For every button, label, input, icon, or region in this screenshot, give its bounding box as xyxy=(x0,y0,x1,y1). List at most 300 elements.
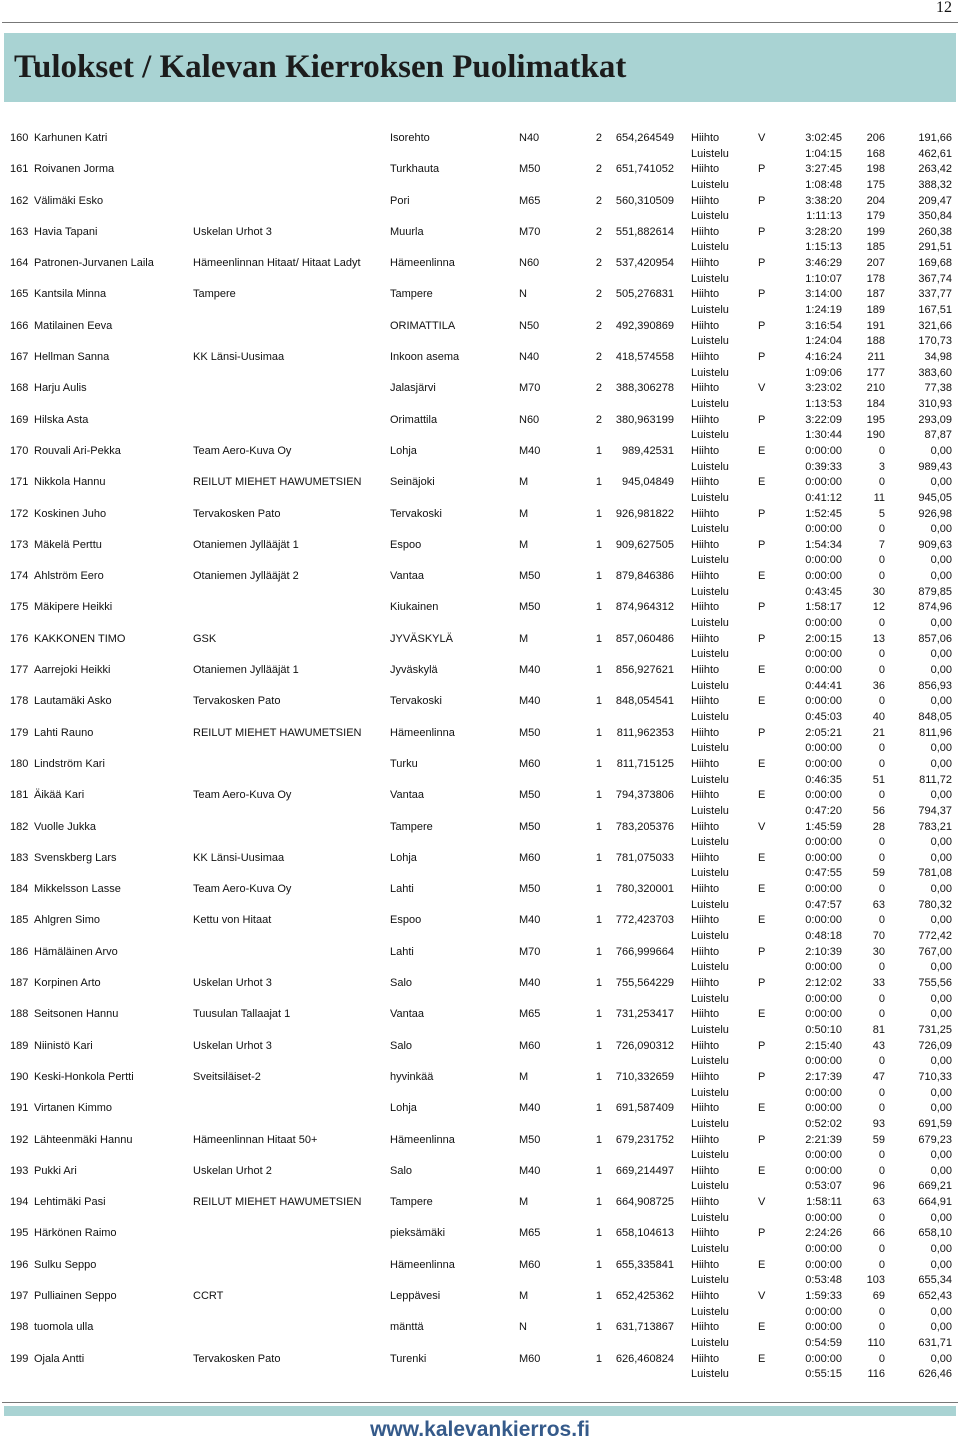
placement: 170 xyxy=(10,444,29,457)
leg-rank: 0 xyxy=(878,554,885,567)
leg-points: 0,00 xyxy=(930,789,952,802)
bottom-rule xyxy=(2,1402,958,1403)
club-name: Uskelan Urhot 3 xyxy=(193,225,272,238)
total-points: 780,320001 xyxy=(615,883,674,896)
leg-time: 0:00:00 xyxy=(805,664,842,677)
leg-points: 691,59 xyxy=(918,1117,952,1130)
leg-points: 626,46 xyxy=(918,1368,952,1381)
leg-type: Hiihto xyxy=(691,883,720,896)
hometown: hyvinkää xyxy=(390,1070,434,1083)
event-count: 1 xyxy=(595,1321,602,1334)
leg-points: 388,32 xyxy=(918,178,952,191)
leg-rank: 33 xyxy=(872,977,885,990)
leg-time: 0:47:57 xyxy=(805,898,842,911)
hometown: Hämeenlinna xyxy=(390,726,455,739)
result-row-skate xyxy=(0,522,960,538)
leg-type: Hiihto xyxy=(691,1289,720,1302)
event-count: 1 xyxy=(595,601,602,614)
placement: 172 xyxy=(10,507,29,520)
leg-points: 87,87 xyxy=(924,429,952,442)
ski-style: P xyxy=(758,538,766,551)
leg-rank: 0 xyxy=(878,617,885,630)
club-name: Hämeenlinnan Hitaat 50+ xyxy=(193,1133,318,1146)
leg-points: 631,71 xyxy=(918,1336,952,1349)
series-class: M xyxy=(519,1289,529,1302)
leg-rank: 40 xyxy=(872,710,885,723)
ski-style: E xyxy=(758,757,766,770)
leg-points: 0,00 xyxy=(930,742,952,755)
hometown: mänttä xyxy=(390,1321,424,1334)
series-class: M60 xyxy=(519,851,541,864)
club-name: CCRT xyxy=(193,1289,224,1302)
event-count: 1 xyxy=(595,789,602,802)
ski-style: V xyxy=(758,1196,766,1209)
leg-points: 367,74 xyxy=(918,272,952,285)
total-points: 874,964312 xyxy=(615,601,674,614)
total-points: 537,420954 xyxy=(615,257,674,270)
event-count: 1 xyxy=(595,1164,602,1177)
event-count: 1 xyxy=(595,1008,602,1021)
result-row-skate xyxy=(0,1336,960,1352)
leg-type: Luistelu xyxy=(691,710,729,723)
leg-time: 0:00:00 xyxy=(805,961,842,974)
leg-type: Hiihto xyxy=(691,257,720,270)
participant-name: Härkönen Raimo xyxy=(34,1227,117,1240)
leg-type: Hiihto xyxy=(691,1258,720,1271)
event-count: 1 xyxy=(595,851,602,864)
placement: 192 xyxy=(10,1133,29,1146)
placement: 163 xyxy=(10,225,29,238)
hometown: Salo xyxy=(390,1164,413,1177)
result-entry xyxy=(0,600,960,631)
ski-style: E xyxy=(758,1321,766,1334)
leg-rank: 69 xyxy=(872,1289,885,1302)
result-entry xyxy=(0,569,960,600)
leg-points: 0,00 xyxy=(930,914,952,927)
leg-points: 0,00 xyxy=(930,851,952,864)
hometown: Turku xyxy=(390,757,418,770)
leg-time: 1:58:11 xyxy=(806,1196,842,1209)
leg-points: 169,68 xyxy=(918,257,952,270)
leg-points: 291,51 xyxy=(918,241,952,254)
leg-points: 0,00 xyxy=(930,961,952,974)
leg-type: Luistelu xyxy=(691,335,729,348)
result-entry xyxy=(0,319,960,350)
result-row-skate xyxy=(0,178,960,194)
result-row-skate xyxy=(0,1054,960,1070)
leg-points: 0,00 xyxy=(930,1149,952,1162)
result-row-skate xyxy=(0,710,960,726)
footer-url[interactable]: www.kalevankierros.fi xyxy=(370,1418,590,1441)
leg-points: 0,00 xyxy=(930,617,952,630)
leg-time: 2:15:40 xyxy=(805,1039,842,1052)
placement: 187 xyxy=(10,977,29,990)
result-entry xyxy=(0,757,960,788)
placement: 167 xyxy=(10,351,29,364)
event-count: 1 xyxy=(595,757,602,770)
leg-points: 0,00 xyxy=(930,1258,952,1271)
hometown: Tampere xyxy=(390,820,433,833)
result-entry xyxy=(0,788,960,819)
result-entry xyxy=(0,1101,960,1132)
leg-time: 0:46:35 xyxy=(805,773,842,786)
result-row-skate xyxy=(0,929,960,945)
leg-time: 0:00:00 xyxy=(805,1164,842,1177)
series-class: M60 xyxy=(519,1352,541,1365)
ski-style: P xyxy=(758,632,766,645)
leg-time: 1:09:06 xyxy=(805,366,842,379)
result-row-skate xyxy=(0,647,960,663)
result-row-ski xyxy=(0,1164,960,1180)
leg-type: Luistelu xyxy=(691,992,729,1005)
event-count: 2 xyxy=(595,257,602,270)
leg-type: Hiihto xyxy=(691,163,720,176)
leg-time: 0:55:15 xyxy=(805,1368,842,1381)
result-entry xyxy=(0,632,960,663)
event-count: 2 xyxy=(595,413,602,426)
result-entry xyxy=(0,444,960,475)
leg-type: Luistelu xyxy=(691,898,729,911)
ski-style: E xyxy=(758,1008,766,1021)
leg-rank: 191 xyxy=(866,319,885,332)
leg-time: 1:08:48 xyxy=(805,178,842,191)
series-class: M40 xyxy=(519,1102,541,1115)
leg-rank: 3 xyxy=(878,460,885,473)
ski-style: P xyxy=(758,726,766,739)
event-count: 1 xyxy=(595,820,602,833)
result-entry xyxy=(0,225,960,256)
total-points: 811,962353 xyxy=(616,726,674,739)
leg-rank: 0 xyxy=(878,1149,885,1162)
leg-points: 0,00 xyxy=(930,1242,952,1255)
total-points: 679,231752 xyxy=(615,1133,674,1146)
result-row-ski xyxy=(0,757,960,773)
leg-rank: 66 xyxy=(872,1227,885,1240)
result-row-skate xyxy=(0,1305,960,1321)
result-entry xyxy=(0,945,960,976)
leg-rank: 103 xyxy=(866,1274,885,1287)
leg-type: Hiihto xyxy=(691,1133,720,1146)
leg-points: 0,00 xyxy=(930,836,952,849)
event-count: 1 xyxy=(595,1258,602,1271)
result-row-ski xyxy=(0,569,960,585)
result-row-ski xyxy=(0,1133,960,1149)
leg-rank: 7 xyxy=(878,538,885,551)
placement: 188 xyxy=(10,1008,29,1021)
ski-style: P xyxy=(758,194,766,207)
leg-points: 655,34 xyxy=(918,1274,952,1287)
leg-rank: 0 xyxy=(878,1305,885,1318)
club-name: Otaniemen Jyllääjät 1 xyxy=(193,538,299,551)
leg-type: Luistelu xyxy=(691,648,729,661)
series-class: M40 xyxy=(519,914,541,927)
ski-style: E xyxy=(758,476,766,489)
total-points: 492,390869 xyxy=(615,319,674,332)
leg-type: Hiihto xyxy=(691,194,720,207)
placement: 186 xyxy=(10,945,29,958)
placement: 197 xyxy=(10,1289,29,1302)
event-count: 1 xyxy=(595,1289,602,1302)
leg-time: 3:27:45 xyxy=(805,163,842,176)
result-entry xyxy=(0,726,960,757)
leg-points: 310,93 xyxy=(918,397,952,410)
leg-rank: 207 xyxy=(866,257,885,270)
leg-type: Luistelu xyxy=(691,1242,729,1255)
leg-points: 664,91 xyxy=(918,1196,952,1209)
result-row-ski xyxy=(0,632,960,648)
result-row-skate xyxy=(0,209,960,225)
result-row-ski xyxy=(0,976,960,992)
leg-points: 0,00 xyxy=(930,523,952,536)
event-count: 1 xyxy=(595,1070,602,1083)
leg-points: 811,96 xyxy=(919,726,952,739)
leg-time: 0:45:03 xyxy=(805,710,842,723)
leg-type: Luistelu xyxy=(691,679,729,692)
club-name: Kettu von Hitaat xyxy=(193,914,272,927)
result-row-ski xyxy=(0,1195,960,1211)
placement: 171 xyxy=(10,476,29,489)
leg-rank: 178 xyxy=(866,272,885,285)
leg-rank: 63 xyxy=(872,898,885,911)
leg-type: Luistelu xyxy=(691,1117,729,1130)
leg-rank: 0 xyxy=(878,1164,885,1177)
club-name: Tampere xyxy=(193,288,236,301)
result-row-skate xyxy=(0,616,960,632)
series-class: N xyxy=(519,288,527,301)
leg-points: 710,33 xyxy=(918,1070,952,1083)
leg-type: Hiihto xyxy=(691,726,720,739)
result-entry xyxy=(0,1352,960,1383)
leg-type: Luistelu xyxy=(691,178,729,191)
leg-type: Luistelu xyxy=(691,742,729,755)
result-row-ski xyxy=(0,225,960,241)
hometown: Vantaa xyxy=(390,1008,425,1021)
leg-time: 0:47:20 xyxy=(805,804,842,817)
participant-name: Nikkola Hannu xyxy=(34,476,106,489)
result-row-skate xyxy=(0,679,960,695)
event-count: 1 xyxy=(595,726,602,739)
leg-type: Hiihto xyxy=(691,914,720,927)
result-row-skate xyxy=(0,553,960,569)
result-entry xyxy=(0,287,960,318)
leg-points: 857,06 xyxy=(918,632,952,645)
leg-points: 209,47 xyxy=(918,194,952,207)
leg-type: Luistelu xyxy=(691,1368,729,1381)
result-entry xyxy=(0,194,960,225)
result-row-ski xyxy=(0,1039,960,1055)
leg-time: 3:46:29 xyxy=(805,257,842,270)
series-class: M xyxy=(519,1196,529,1209)
leg-points: 0,00 xyxy=(930,883,952,896)
leg-rank: 206 xyxy=(866,132,885,144)
leg-points: 874,96 xyxy=(918,601,952,614)
leg-type: Luistelu xyxy=(691,210,729,223)
leg-rank: 211 xyxy=(867,351,885,364)
hometown: Lohja xyxy=(390,444,417,457)
leg-time: 0:00:00 xyxy=(805,1242,842,1255)
participant-name: Patronen-Jurvanen Laila xyxy=(34,257,154,270)
leg-type: Luistelu xyxy=(691,1211,729,1224)
result-entry xyxy=(0,162,960,193)
leg-points: 811,72 xyxy=(919,773,952,786)
hometown: Lahti xyxy=(390,883,414,896)
result-row-ski xyxy=(0,287,960,303)
leg-points: 263,42 xyxy=(918,163,952,176)
ski-style: P xyxy=(758,351,766,364)
leg-type: Luistelu xyxy=(691,773,729,786)
leg-type: Luistelu xyxy=(691,272,729,285)
leg-type: Hiihto xyxy=(691,570,720,583)
event-count: 2 xyxy=(595,194,602,207)
leg-rank: 204 xyxy=(866,194,885,207)
leg-type: Luistelu xyxy=(691,1180,729,1193)
leg-time: 2:24:26 xyxy=(805,1227,842,1240)
leg-time: 1:59:33 xyxy=(805,1289,842,1302)
club-name: KK Länsi-Uusimaa xyxy=(193,851,285,864)
ski-style: E xyxy=(758,1164,766,1177)
ski-style: V xyxy=(758,382,766,395)
ski-style: P xyxy=(758,257,766,270)
leg-time: 0:43:45 xyxy=(805,585,842,598)
leg-rank: 0 xyxy=(878,648,885,661)
leg-type: Hiihto xyxy=(691,1039,720,1052)
leg-points: 755,56 xyxy=(918,977,952,990)
leg-points: 783,21 xyxy=(918,820,952,833)
placement: 178 xyxy=(10,695,29,708)
hometown: Turenki xyxy=(390,1352,427,1365)
leg-time: 3:22:09 xyxy=(805,413,842,426)
leg-type: Hiihto xyxy=(691,851,720,864)
hometown: Vantaa xyxy=(390,789,425,802)
leg-type: Luistelu xyxy=(691,930,729,943)
result-entry xyxy=(0,1039,960,1070)
total-points: 766,999664 xyxy=(615,945,674,958)
ski-style: E xyxy=(758,851,766,864)
leg-type: Hiihto xyxy=(691,820,720,833)
ski-style: P xyxy=(758,1070,766,1083)
placement: 182 xyxy=(10,820,29,833)
event-count: 2 xyxy=(595,382,602,395)
leg-time: 2:17:39 xyxy=(805,1070,842,1083)
placement: 195 xyxy=(10,1227,29,1240)
club-name: Uskelan Urhot 3 xyxy=(193,1039,272,1052)
placement: 160 xyxy=(10,132,29,144)
result-row-skate xyxy=(0,491,960,507)
page-number: 12 xyxy=(936,0,952,16)
ski-style: P xyxy=(758,1039,766,1052)
total-points: 551,882614 xyxy=(615,225,674,238)
leg-time: 0:00:00 xyxy=(805,1008,842,1021)
leg-time: 0:00:00 xyxy=(805,554,842,567)
result-row-ski xyxy=(0,945,960,961)
leg-rank: 0 xyxy=(878,961,885,974)
hometown: pieksämäki xyxy=(390,1227,446,1240)
leg-points: 0,00 xyxy=(930,648,952,661)
leg-rank: 0 xyxy=(878,1102,885,1115)
series-class: N60 xyxy=(519,413,540,426)
result-entry xyxy=(0,1289,960,1320)
leg-rank: 0 xyxy=(878,851,885,864)
leg-rank: 0 xyxy=(878,1008,885,1021)
series-class: M50 xyxy=(519,163,541,176)
total-points: 710,332659 xyxy=(615,1070,674,1083)
result-row-skate xyxy=(0,1273,960,1289)
placement: 162 xyxy=(10,194,29,207)
participant-name: Havia Tapani xyxy=(34,225,98,238)
event-count: 2 xyxy=(595,288,602,301)
leg-rank: 63 xyxy=(872,1196,885,1209)
result-row-skate xyxy=(0,992,960,1008)
leg-time: 4:16:24 xyxy=(805,351,842,364)
result-row-skate xyxy=(0,1086,960,1102)
hometown: Leppävesi xyxy=(390,1289,441,1302)
leg-rank: 47 xyxy=(872,1070,885,1083)
event-count: 2 xyxy=(595,351,602,364)
club-name: Tervakosken Pato xyxy=(193,695,281,708)
leg-time: 0:00:00 xyxy=(805,757,842,770)
leg-rank: 0 xyxy=(878,1086,885,1099)
leg-type: Hiihto xyxy=(691,1352,720,1365)
leg-rank: 56 xyxy=(872,804,885,817)
leg-points: 879,85 xyxy=(918,585,952,598)
leg-rank: 0 xyxy=(878,883,885,896)
leg-time: 0:47:55 xyxy=(805,867,842,880)
leg-time: 2:12:02 xyxy=(805,977,842,990)
leg-type: Luistelu xyxy=(691,1055,729,1068)
leg-type: Luistelu xyxy=(691,836,729,849)
hometown: Lohja xyxy=(390,1102,417,1115)
total-points: 857,060486 xyxy=(615,632,674,645)
leg-points: 945,05 xyxy=(918,491,952,504)
placement: 190 xyxy=(10,1070,29,1083)
result-entry xyxy=(0,663,960,694)
leg-rank: 0 xyxy=(878,1258,885,1271)
total-points: 726,090312 xyxy=(615,1039,674,1052)
placement: 180 xyxy=(10,757,29,770)
event-count: 1 xyxy=(595,1102,602,1115)
result-entry xyxy=(0,131,960,162)
leg-time: 0:39:33 xyxy=(805,460,842,473)
hometown: Isorehto xyxy=(390,132,430,144)
result-row-ski xyxy=(0,882,960,898)
participant-name: Lahti Rauno xyxy=(34,726,94,739)
club-name: REILUT MIEHET HAWUMETSIEN xyxy=(193,476,362,489)
event-count: 1 xyxy=(595,444,602,457)
results-list xyxy=(0,131,960,1383)
series-class: M70 xyxy=(519,945,541,958)
leg-type: Luistelu xyxy=(691,1149,729,1162)
leg-time: 0:00:00 xyxy=(805,1211,842,1224)
leg-time: 0:41:12 xyxy=(805,491,842,504)
participant-name: KAKKONEN TIMO xyxy=(34,632,126,645)
leg-type: Hiihto xyxy=(691,507,720,520)
ski-style: P xyxy=(758,1227,766,1240)
total-points: 631,713867 xyxy=(615,1321,674,1334)
ski-style: V xyxy=(758,820,766,833)
leg-points: 772,42 xyxy=(918,930,952,943)
series-class: M60 xyxy=(519,1039,541,1052)
leg-type: Hiihto xyxy=(691,1070,720,1083)
result-row-ski xyxy=(0,538,960,554)
leg-rank: 36 xyxy=(872,679,885,692)
leg-time: 3:28:20 xyxy=(805,225,842,238)
result-row-ski xyxy=(0,1007,960,1023)
total-points: 989,42531 xyxy=(622,444,674,457)
leg-type: Luistelu xyxy=(691,397,729,410)
result-row-ski xyxy=(0,507,960,523)
ski-style: P xyxy=(758,319,766,332)
placement: 176 xyxy=(10,632,29,645)
